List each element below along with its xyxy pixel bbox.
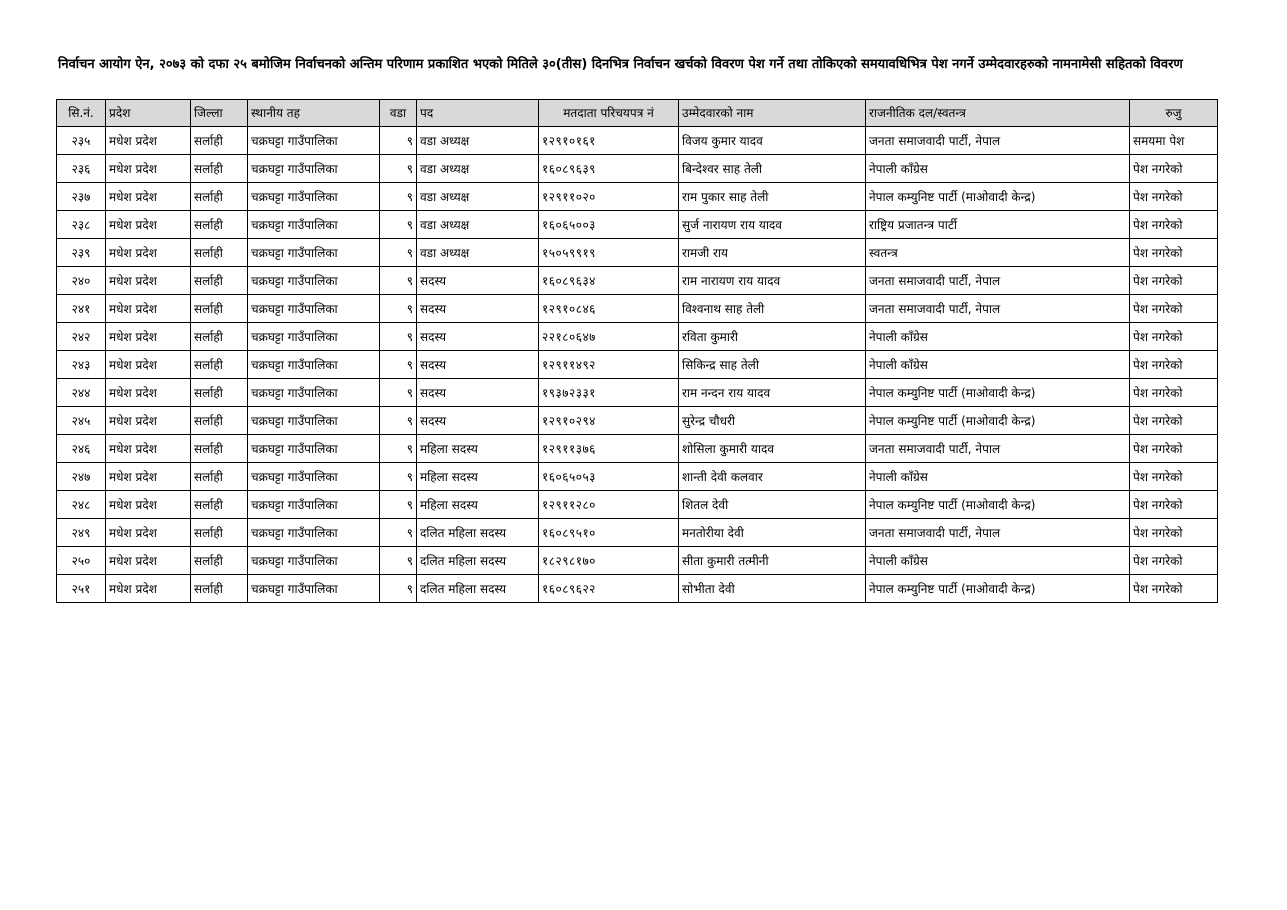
- cell-local-level: चक्रघट्टा गाउँपालिका: [248, 211, 380, 239]
- cell-candidate: विजय कुमार यादव: [679, 127, 866, 155]
- cell-post: वडा अध्यक्ष: [417, 211, 539, 239]
- cell-post: वडा अध्यक्ष: [417, 239, 539, 267]
- column-header-sn: सि.नं.: [57, 100, 106, 127]
- cell-sn: २४३: [57, 351, 106, 379]
- cell-candidate: सुरेन्द्र चौधरी: [679, 407, 866, 435]
- cell-province: मधेश प्रदेश: [106, 519, 191, 547]
- cell-party: स्वतन्त्र: [866, 239, 1130, 267]
- cell-voter-id: १२९१०२९४: [539, 407, 679, 435]
- cell-candidate: सिकिन्द्र साह तेली: [679, 351, 866, 379]
- cell-sn: २३७: [57, 183, 106, 211]
- cell-sn: २४६: [57, 435, 106, 463]
- cell-province: मधेश प्रदेश: [106, 239, 191, 267]
- cell-post: सदस्य: [417, 351, 539, 379]
- column-header-local-level: स्थानीय तह: [248, 100, 380, 127]
- cell-district: सर्लाही: [191, 351, 248, 379]
- cell-post: महिला सदस्य: [417, 491, 539, 519]
- cell-district: सर्लाही: [191, 183, 248, 211]
- table-row: [57, 435, 1218, 463]
- cell-party: नेपाली काँग्रेस: [866, 323, 1130, 351]
- cell-province: मधेश प्रदेश: [106, 323, 191, 351]
- cell-local-level: चक्रघट्टा गाउँपालिका: [248, 491, 380, 519]
- cell-voter-id: १८२९८१७०: [539, 547, 679, 575]
- column-header-ward: वडा: [380, 100, 417, 127]
- cell-sn: २५१: [57, 575, 106, 603]
- table-row: [57, 239, 1218, 267]
- cell-ward: ९: [380, 239, 417, 267]
- cell-province: मधेश प्रदेश: [106, 267, 191, 295]
- cell-local-level: चक्रघट्टा गाउँपालिका: [248, 183, 380, 211]
- cell-party: जनता समाजवादी पार्टी, नेपाल: [866, 435, 1130, 463]
- table-row: [57, 491, 1218, 519]
- cell-status: पेश नगरेको: [1130, 239, 1218, 267]
- cell-sn: २४८: [57, 491, 106, 519]
- table-row: [57, 407, 1218, 435]
- cell-province: मधेश प्रदेश: [106, 491, 191, 519]
- table-row: [57, 127, 1218, 155]
- cell-candidate: राम नन्दन राय यादव: [679, 379, 866, 407]
- table-row: [57, 323, 1218, 351]
- cell-sn: २३८: [57, 211, 106, 239]
- cell-candidate: राम पुकार साह तेली: [679, 183, 866, 211]
- table-row: [57, 351, 1218, 379]
- cell-ward: ९: [380, 295, 417, 323]
- cell-status: पेश नगरेको: [1130, 547, 1218, 575]
- cell-status: पेश नगरेको: [1130, 351, 1218, 379]
- cell-candidate: रामजी राय: [679, 239, 866, 267]
- cell-district: सर्लाही: [191, 211, 248, 239]
- cell-local-level: चक्रघट्टा गाउँपालिका: [248, 463, 380, 491]
- cell-party: नेपाल कम्युनिष्ट पार्टी (माओवादी केन्द्र): [866, 407, 1130, 435]
- cell-candidate: विश्वनाथ साह तेली: [679, 295, 866, 323]
- cell-party: नेपाल कम्युनिष्ट पार्टी (माओवादी केन्द्र): [866, 183, 1130, 211]
- cell-district: सर्लाही: [191, 463, 248, 491]
- cell-sn: २४१: [57, 295, 106, 323]
- column-header-candidate: उम्मेदवारको नाम: [679, 100, 866, 127]
- cell-status: पेश नगरेको: [1130, 407, 1218, 435]
- cell-ward: ९: [380, 351, 417, 379]
- cell-voter-id: १६०८९६३४: [539, 267, 679, 295]
- table-row: [57, 267, 1218, 295]
- cell-local-level: चक्रघट्टा गाउँपालिका: [248, 351, 380, 379]
- cell-voter-id: १६०६५०५३: [539, 463, 679, 491]
- cell-party: नेपाल कम्युनिष्ट पार्टी (माओवादी केन्द्र): [866, 379, 1130, 407]
- cell-status: पेश नगरेको: [1130, 183, 1218, 211]
- cell-ward: ९: [380, 267, 417, 295]
- cell-sn: २३५: [57, 127, 106, 155]
- cell-status: पेश नगरेको: [1130, 575, 1218, 603]
- cell-district: सर्लाही: [191, 407, 248, 435]
- cell-voter-id: १२९११२८०: [539, 491, 679, 519]
- cell-district: सर्लाही: [191, 379, 248, 407]
- cell-post: दलित महिला सदस्य: [417, 547, 539, 575]
- cell-status: पेश नगरेको: [1130, 211, 1218, 239]
- column-header-voter-id: मतदाता परिचयपत्र नं: [539, 100, 679, 127]
- cell-voter-id: १५०५९९१९: [539, 239, 679, 267]
- cell-sn: २३९: [57, 239, 106, 267]
- table-row: [57, 295, 1218, 323]
- cell-ward: ९: [380, 435, 417, 463]
- cell-local-level: चक्रघट्टा गाउँपालिका: [248, 267, 380, 295]
- cell-status: समयमा पेश: [1130, 127, 1218, 155]
- table-row: [57, 211, 1218, 239]
- cell-voter-id: २२१८०६४७: [539, 323, 679, 351]
- cell-province: मधेश प्रदेश: [106, 547, 191, 575]
- cell-candidate: सोभीता देवी: [679, 575, 866, 603]
- cell-post: सदस्य: [417, 295, 539, 323]
- cell-sn: २४०: [57, 267, 106, 295]
- cell-voter-id: १६०८९५१०: [539, 519, 679, 547]
- cell-party: नेपाल कम्युनिष्ट पार्टी (माओवादी केन्द्र): [866, 491, 1130, 519]
- table-row: [57, 463, 1218, 491]
- cell-party: नेपाली काँग्रेस: [866, 155, 1130, 183]
- cell-post: दलित महिला सदस्य: [417, 575, 539, 603]
- cell-local-level: चक्रघट्टा गाउँपालिका: [248, 295, 380, 323]
- cell-district: सर्लाही: [191, 575, 248, 603]
- cell-post: वडा अध्यक्ष: [417, 155, 539, 183]
- cell-status: पेश नगरेको: [1130, 435, 1218, 463]
- cell-status: पेश नगरेको: [1130, 295, 1218, 323]
- cell-sn: २४५: [57, 407, 106, 435]
- cell-party: नेपाल कम्युनिष्ट पार्टी (माओवादी केन्द्र): [866, 575, 1130, 603]
- cell-post: सदस्य: [417, 267, 539, 295]
- cell-party: जनता समाजवादी पार्टी, नेपाल: [866, 127, 1130, 155]
- cell-status: पेश नगरेको: [1130, 379, 1218, 407]
- cell-ward: ९: [380, 491, 417, 519]
- cell-district: सर्लाही: [191, 155, 248, 183]
- cell-candidate: शान्ती देवी कलवार: [679, 463, 866, 491]
- cell-local-level: चक्रघट्टा गाउँपालिका: [248, 547, 380, 575]
- cell-status: पेश नगरेको: [1130, 519, 1218, 547]
- cell-post: सदस्य: [417, 323, 539, 351]
- cell-local-level: चक्रघट्टा गाउँपालिका: [248, 239, 380, 267]
- cell-ward: ९: [380, 211, 417, 239]
- cell-ward: ९: [380, 463, 417, 491]
- cell-status: पेश नगरेको: [1130, 463, 1218, 491]
- cell-voter-id: १२९११४९२: [539, 351, 679, 379]
- cell-ward: ९: [380, 407, 417, 435]
- column-header-district: जिल्ला: [191, 100, 248, 127]
- column-header-province: प्रदेश: [106, 100, 191, 127]
- cell-district: सर्लाही: [191, 239, 248, 267]
- cell-status: पेश नगरेको: [1130, 267, 1218, 295]
- cell-party: जनता समाजवादी पार्टी, नेपाल: [866, 295, 1130, 323]
- cell-ward: ९: [380, 155, 417, 183]
- cell-local-level: चक्रघट्टा गाउँपालिका: [248, 155, 380, 183]
- cell-voter-id: १२९११०२०: [539, 183, 679, 211]
- cell-local-level: चक्रघट्टा गाउँपालिका: [248, 323, 380, 351]
- table-body: [57, 127, 1218, 603]
- cell-ward: ९: [380, 183, 417, 211]
- cell-party: राष्ट्रिय प्रजातन्त्र पार्टी: [866, 211, 1130, 239]
- cell-province: मधेश प्रदेश: [106, 407, 191, 435]
- column-header-party: राजनीतिक दल/स्वतन्त्र: [866, 100, 1130, 127]
- cell-ward: ९: [380, 519, 417, 547]
- cell-district: सर्लाही: [191, 323, 248, 351]
- cell-candidate: मनतोरीया देवी: [679, 519, 866, 547]
- cell-district: सर्लाही: [191, 519, 248, 547]
- cell-ward: ९: [380, 547, 417, 575]
- cell-post: महिला सदस्य: [417, 463, 539, 491]
- cell-party: नेपाली काँग्रेस: [866, 463, 1130, 491]
- cell-voter-id: १६०८९६३९: [539, 155, 679, 183]
- table-row: [57, 183, 1218, 211]
- cell-voter-id: १२९१०१६१: [539, 127, 679, 155]
- cell-local-level: चक्रघट्टा गाउँपालिका: [248, 519, 380, 547]
- cell-sn: २४४: [57, 379, 106, 407]
- cell-post: महिला सदस्य: [417, 435, 539, 463]
- cell-district: सर्लाही: [191, 435, 248, 463]
- cell-candidate: बिन्देश्वर साह तेली: [679, 155, 866, 183]
- cell-province: मधेश प्रदेश: [106, 575, 191, 603]
- table-header-row: [57, 100, 1218, 127]
- cell-candidate: रविता कुमारी: [679, 323, 866, 351]
- column-header-post: पद: [417, 100, 539, 127]
- table-row: [57, 575, 1218, 603]
- cell-ward: ९: [380, 575, 417, 603]
- cell-status: पेश नगरेको: [1130, 491, 1218, 519]
- cell-local-level: चक्रघट्टा गाउँपालिका: [248, 379, 380, 407]
- cell-party: जनता समाजवादी पार्टी, नेपाल: [866, 519, 1130, 547]
- cell-post: दलित महिला सदस्य: [417, 519, 539, 547]
- cell-sn: २४२: [57, 323, 106, 351]
- cell-province: मधेश प्रदेश: [106, 435, 191, 463]
- cell-post: सदस्य: [417, 379, 539, 407]
- table-row: [57, 547, 1218, 575]
- table-row: [57, 155, 1218, 183]
- cell-local-level: चक्रघट्टा गाउँपालिका: [248, 435, 380, 463]
- cell-voter-id: १६०८९६२२: [539, 575, 679, 603]
- cell-candidate: राम नारायण राय यादव: [679, 267, 866, 295]
- cell-sn: २३६: [57, 155, 106, 183]
- cell-district: सर्लाही: [191, 491, 248, 519]
- cell-local-level: चक्रघट्टा गाउँपालिका: [248, 127, 380, 155]
- cell-party: नेपाली काँग्रेस: [866, 547, 1130, 575]
- table-row: [57, 379, 1218, 407]
- cell-province: मधेश प्रदेश: [106, 463, 191, 491]
- cell-province: मधेश प्रदेश: [106, 295, 191, 323]
- cell-province: मधेश प्रदेश: [106, 211, 191, 239]
- cell-province: मधेश प्रदेश: [106, 183, 191, 211]
- cell-sn: २४७: [57, 463, 106, 491]
- cell-candidate: सुर्ज नारायण राय यादव: [679, 211, 866, 239]
- cell-party: जनता समाजवादी पार्टी, नेपाल: [866, 267, 1130, 295]
- cell-voter-id: १६०६५००३: [539, 211, 679, 239]
- cell-district: सर्लाही: [191, 547, 248, 575]
- cell-district: सर्लाही: [191, 267, 248, 295]
- cell-province: मधेश प्रदेश: [106, 127, 191, 155]
- cell-candidate: शोसिला कुमारी यादव: [679, 435, 866, 463]
- cell-sn: २५०: [57, 547, 106, 575]
- cell-local-level: चक्रघट्टा गाउँपालिका: [248, 575, 380, 603]
- candidate-expense-table: [56, 99, 1218, 603]
- cell-ward: ९: [380, 379, 417, 407]
- cell-province: मधेश प्रदेश: [106, 379, 191, 407]
- cell-ward: ९: [380, 323, 417, 351]
- cell-candidate: सीता कुमारी तत्मीनी: [679, 547, 866, 575]
- cell-sn: २४९: [57, 519, 106, 547]
- column-header-status: रुजु: [1130, 100, 1218, 127]
- cell-local-level: चक्रघट्टा गाउँपालिका: [248, 407, 380, 435]
- cell-province: मधेश प्रदेश: [106, 155, 191, 183]
- cell-voter-id: १९३७२३३१: [539, 379, 679, 407]
- table-row: [57, 519, 1218, 547]
- cell-district: सर्लाही: [191, 127, 248, 155]
- cell-district: सर्लाही: [191, 295, 248, 323]
- cell-party: नेपाली काँग्रेस: [866, 351, 1130, 379]
- cell-voter-id: १२९१०८४६: [539, 295, 679, 323]
- cell-status: पेश नगरेको: [1130, 155, 1218, 183]
- cell-post: वडा अध्यक्ष: [417, 183, 539, 211]
- cell-ward: ९: [380, 127, 417, 155]
- cell-voter-id: १२९११३७६: [539, 435, 679, 463]
- cell-post: सदस्य: [417, 407, 539, 435]
- cell-candidate: शितल देवी: [679, 491, 866, 519]
- cell-province: मधेश प्रदेश: [106, 351, 191, 379]
- page-title: निर्वाचन आयोग ऐन, २०७३ को दफा २५ बमोजिम निर्वाचनको अन्तिम परिणाम प्रकाशित भएको मितिले ३०(तीस) दिनभित्र निर्वाचन खर्चको विवरण पेश गर्ने तथा तोकिएको समयावधिभित्र पेश नगर्ने उम्मेदवारहरुको नामनामेसी सहितको विवरण: [58, 57, 1183, 72]
- cell-post: वडा अध्यक्ष: [417, 127, 539, 155]
- cell-status: पेश नगरेको: [1130, 323, 1218, 351]
